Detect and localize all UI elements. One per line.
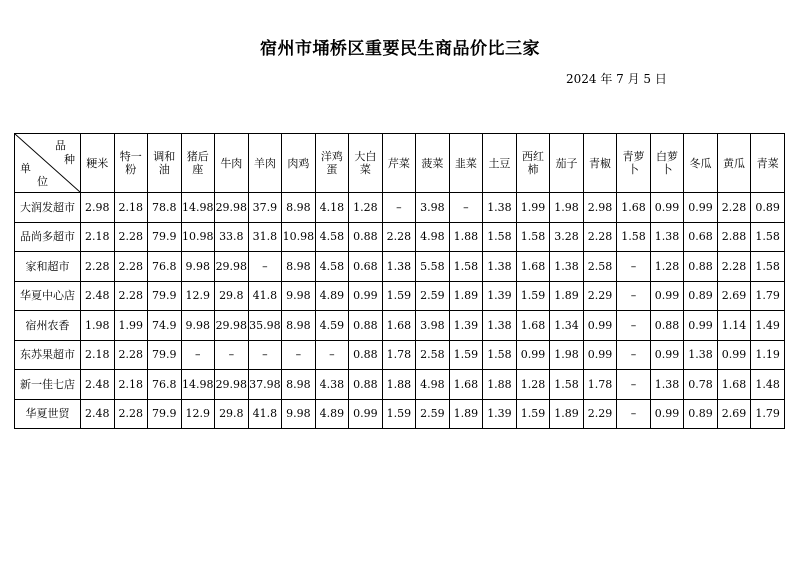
price-cell: 2.69 [717,399,751,429]
corner-label-top-2: 种 [64,153,75,166]
price-cell: 29.8 [215,281,249,311]
column-header: 茄子 [550,134,584,193]
price-cell: 9.98 [282,281,316,311]
price-cell: 10.98 [282,222,316,252]
price-cell: 2.28 [114,281,148,311]
price-cell: 1.79 [751,281,785,311]
price-cell: 1.58 [751,222,785,252]
price-cell: 1.68 [516,252,550,282]
price-cell: 4.58 [315,222,349,252]
price-cell: – [181,340,215,370]
price-cell: 2.29 [583,399,617,429]
price-table [14,133,785,429]
price-cell: 3.98 [416,311,450,341]
column-header: 肉鸡 [282,134,316,193]
corner-label-bottom-1: 单 [20,162,31,175]
price-cell: 10.98 [181,222,215,252]
price-cell: 2.28 [114,222,148,252]
price-cell: 1.39 [483,281,517,311]
page-title: 宿州市埇桥区重要民生商品价比三家 [260,39,540,59]
column-header: 调和油 [148,134,182,193]
price-cell: – [282,340,316,370]
store-name-cell: 大润发超市 [15,193,81,223]
price-cell: – [617,252,651,282]
column-header: 冬瓜 [684,134,718,193]
price-cell: 0.78 [684,370,718,400]
price-cell: 1.78 [583,370,617,400]
price-cell: 0.88 [349,370,383,400]
store-name-cell: 家和超市 [15,252,81,282]
price-cell: 0.99 [650,399,684,429]
price-cell: – [617,281,651,311]
price-cell: 79.9 [148,399,182,429]
column-header: 粳米 [81,134,115,193]
price-cell: 1.28 [650,252,684,282]
column-header: 猪后座 [181,134,215,193]
price-cell: 0.68 [684,222,718,252]
price-cell: 0.99 [684,193,718,223]
price-cell: 1.28 [516,370,550,400]
price-cell: 35.98 [248,311,282,341]
column-header: 芹菜 [382,134,416,193]
price-cell: – [617,399,651,429]
price-cell: 0.88 [349,222,383,252]
price-cell: 9.98 [282,399,316,429]
price-cell: 29.98 [215,252,249,282]
price-cell: 1.68 [449,370,483,400]
price-cell: 0.88 [650,311,684,341]
price-cell: 4.38 [315,370,349,400]
price-cell: 0.99 [583,311,617,341]
price-cell: 0.89 [684,281,718,311]
column-header: 白萝卜 [650,134,684,193]
price-cell: 2.28 [114,340,148,370]
price-cell: 2.28 [114,399,148,429]
column-header: 黄瓜 [717,134,751,193]
price-cell: 2.48 [81,281,115,311]
price-cell: 1.58 [617,222,651,252]
price-cell: 1.99 [114,311,148,341]
column-header: 牛肉 [215,134,249,193]
price-cell: 4.18 [315,193,349,223]
price-cell: 0.88 [349,340,383,370]
price-cell: 8.98 [282,252,316,282]
price-cell: 1.38 [483,193,517,223]
price-cell: 1.48 [751,370,785,400]
price-cell: – [617,311,651,341]
price-cell: 4.89 [315,281,349,311]
price-cell: 2.28 [114,252,148,282]
price-cell: 76.8 [148,252,182,282]
table-row [15,193,785,223]
table-row [15,370,785,400]
column-header: 西红柿 [516,134,550,193]
price-cell: 14.98 [181,193,215,223]
price-cell: 1.88 [382,370,416,400]
price-cell: 12.9 [181,281,215,311]
table-body [15,193,785,429]
price-cell: 12.9 [181,399,215,429]
price-cell: 29.98 [215,370,249,400]
price-cell: 78.8 [148,193,182,223]
price-cell: 1.39 [483,399,517,429]
price-cell: 9.98 [181,252,215,282]
column-header: 土豆 [483,134,517,193]
price-cell: – [449,193,483,223]
price-cell: 79.9 [148,281,182,311]
store-name-cell: 华夏世贸 [15,399,81,429]
price-cell: 2.59 [416,281,450,311]
price-cell: 5.58 [416,252,450,282]
price-cell: 0.88 [684,252,718,282]
price-cell: 1.59 [516,281,550,311]
price-cell: 1.58 [516,222,550,252]
price-cell: – [315,340,349,370]
price-cell: 1.38 [382,252,416,282]
price-cell: 1.98 [550,340,584,370]
column-header: 菠菜 [416,134,450,193]
table-row [15,399,785,429]
report-date: 2024 年 7 月 5 日 [566,72,667,86]
price-cell: 1.39 [449,311,483,341]
price-cell: 76.8 [148,370,182,400]
price-cell: 3.28 [550,222,584,252]
price-cell: 1.38 [650,222,684,252]
price-cell: 9.98 [181,311,215,341]
column-header: 洋鸡蛋 [315,134,349,193]
price-cell: – [248,252,282,282]
column-header: 青椒 [583,134,617,193]
column-header: 大白菜 [349,134,383,193]
price-cell: 1.68 [516,311,550,341]
price-cell: 1.28 [349,193,383,223]
price-cell: 37.9 [248,193,282,223]
price-cell: 1.78 [382,340,416,370]
price-cell: 2.18 [114,193,148,223]
price-cell: 2.58 [583,252,617,282]
price-cell: 1.38 [550,252,584,282]
table-row [15,252,785,282]
store-name-cell: 华夏中心店 [15,281,81,311]
price-cell: – [382,193,416,223]
price-cell: 29.98 [215,311,249,341]
price-cell: 1.19 [751,340,785,370]
price-cell: 79.9 [148,222,182,252]
price-cell: 1.68 [717,370,751,400]
column-header: 青萝卜 [617,134,651,193]
price-cell: – [617,370,651,400]
price-cell: 74.9 [148,311,182,341]
price-cell: 1.99 [516,193,550,223]
price-cell: 1.88 [449,222,483,252]
price-cell: 1.59 [449,340,483,370]
price-cell: 1.98 [550,193,584,223]
price-cell: 0.99 [684,311,718,341]
store-name-cell: 东苏果超市 [15,340,81,370]
price-cell: 4.98 [416,370,450,400]
price-cell: – [617,340,651,370]
store-name-cell: 宿州农香 [15,311,81,341]
price-cell: 0.99 [349,281,383,311]
price-cell: 8.98 [282,193,316,223]
price-cell: 1.79 [751,399,785,429]
price-cell: 0.99 [650,281,684,311]
price-cell: 1.98 [81,311,115,341]
price-cell: 2.48 [81,399,115,429]
price-cell: 37.98 [248,370,282,400]
price-cell: 1.34 [550,311,584,341]
price-cell: 2.59 [416,399,450,429]
corner-header-cell [15,134,81,193]
price-cell: 1.14 [717,311,751,341]
table-row [15,281,785,311]
price-cell: 14.98 [181,370,215,400]
column-header: 羊肉 [248,134,282,193]
price-cell: 2.69 [717,281,751,311]
price-cell: 2.18 [81,340,115,370]
price-cell: 1.68 [617,193,651,223]
price-cell: 1.59 [382,399,416,429]
price-cell: 1.59 [516,399,550,429]
price-cell: 1.49 [751,311,785,341]
price-cell: 29.98 [215,193,249,223]
price-cell: 31.8 [248,222,282,252]
price-cell: 1.88 [483,370,517,400]
price-cell: 3.98 [416,193,450,223]
price-cell: 0.99 [349,399,383,429]
price-cell: 2.29 [583,281,617,311]
store-name-cell: 新一佳七店 [15,370,81,400]
price-cell: 0.89 [751,193,785,223]
price-cell: 2.88 [717,222,751,252]
price-cell: 1.68 [382,311,416,341]
price-cell: 1.58 [751,252,785,282]
price-cell: 1.58 [550,370,584,400]
price-cell: 1.58 [483,340,517,370]
price-cell: 2.98 [583,193,617,223]
price-cell: 1.38 [684,340,718,370]
price-cell: 0.99 [516,340,550,370]
price-cell: 4.59 [315,311,349,341]
price-cell: – [215,340,249,370]
price-cell: 2.28 [382,222,416,252]
price-cell: 8.98 [282,311,316,341]
price-cell: 1.89 [449,281,483,311]
price-cell: 33.8 [215,222,249,252]
price-cell: 0.89 [684,399,718,429]
price-cell: 2.28 [717,252,751,282]
corner-label-bottom-2: 位 [37,175,48,188]
price-cell: 2.28 [583,222,617,252]
table-row [15,311,785,341]
price-cell: 1.59 [382,281,416,311]
column-header: 青菜 [751,134,785,193]
price-cell: 0.99 [650,340,684,370]
table-row [15,340,785,370]
table-header-row [15,134,785,193]
price-cell: 1.38 [483,252,517,282]
column-header: 韭菜 [449,134,483,193]
price-cell: – [248,340,282,370]
price-cell: 1.38 [650,370,684,400]
store-name-cell: 品尚多超市 [15,222,81,252]
price-cell: 1.38 [483,311,517,341]
price-cell: 2.48 [81,370,115,400]
price-cell: 1.89 [449,399,483,429]
price-cell: 41.8 [248,399,282,429]
price-cell: 2.98 [81,193,115,223]
price-cell: 0.99 [717,340,751,370]
price-cell: 2.18 [114,370,148,400]
price-cell: 8.98 [282,370,316,400]
price-cell: 4.98 [416,222,450,252]
price-cell: 2.58 [416,340,450,370]
price-cell: 4.89 [315,399,349,429]
price-cell: 0.99 [650,193,684,223]
price-cell: 29.8 [215,399,249,429]
corner-label-top-1: 品 [55,139,66,152]
price-cell: 0.88 [349,311,383,341]
price-cell: 41.8 [248,281,282,311]
price-cell: 1.89 [550,281,584,311]
price-cell: 1.58 [449,252,483,282]
price-cell: 0.68 [349,252,383,282]
price-cell: 2.18 [81,222,115,252]
price-cell: 2.28 [717,193,751,223]
price-cell: 0.99 [583,340,617,370]
price-cell: 1.89 [550,399,584,429]
price-cell: 2.28 [81,252,115,282]
price-cell: 4.58 [315,252,349,282]
price-cell: 79.9 [148,340,182,370]
price-cell: 1.58 [483,222,517,252]
table-row [15,222,785,252]
column-header: 特一粉 [114,134,148,193]
